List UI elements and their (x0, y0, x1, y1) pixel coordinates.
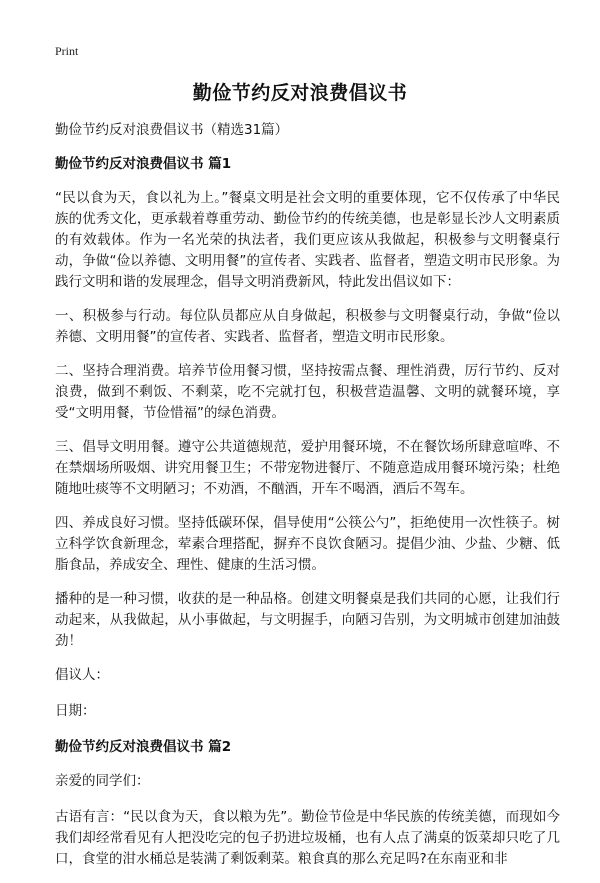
section-2-heading: 勤俭节约反对浪费倡议书 篇2 (55, 739, 232, 755)
date-line: 日期： (55, 703, 96, 719)
section-1-paragraph-1: “民以食为天，食以礼为上。”餐桌文明是社会文明的重要体现，它不仅传承了中华民族的优秀文化，更承载着尊重劳动、勤俭节约的传统美德，也是彰显长沙人文明素质的有效载体。作为一名光荣的执法者，我们更应该从我做起，积极参与文明餐桌行动，争做“俭以养德、文明用餐”的宣传者、实践者、监督者，塑造文明市民形象。为践行文明和谐的发展理念，倡导文明消费新风，特此发出倡议如下： (55, 190, 560, 290)
section-2-greeting: 亲爱的同学们： (55, 773, 150, 789)
section-1-paragraph-4: 三、倡导文明用餐。遵守公共道德规范，爱护用餐环境，不在餐饮场所肆意喧哗、不在禁烟场所吸烟、讲究用餐卫生；不带宠物进餐厅、不随意造成用餐环境污染；杜绝随地吐痰等不文明陋习；不劝酒，不酗酒，开车不喝酒，酒后不驾车。 (55, 439, 560, 497)
section-1-paragraph-2: 一、积极参与行动。每位队员都应从自身做起，积极参与文明餐桌行动，争做“俭以养德、文明用餐”的宣传者、实践者、监督者，塑造文明市民形象。 (55, 308, 560, 345)
section-1-paragraph-6: 播种的是一种习惯，收获的是一种品格。创建文明餐桌是我们共同的心愿，让我们行动起来，从我做起，从小事做起，与文明握手，向陋习告别，为文明城市创建加油鼓劲！ (55, 591, 560, 649)
document-body (55, 120, 560, 883)
document-title: 勤俭节约反对浪费倡议书 (192, 82, 408, 104)
section-1-paragraph-5: 四、养成良好习惯。坚持低碳环保，倡导使用“公筷公勺”，拒绝使用一次性筷子。树立科学饮食新理念，荤素合理搭配，摒弃不良饮食陋习。提倡少油、少盐、少糖、低脂食品，养成安全、理性、健康的生活习惯。 (55, 515, 560, 573)
print-link[interactable]: Print (55, 44, 79, 58)
section-2-paragraph-1: 古语有言：“民以食为天，食以粮为先”。勤俭节俭是中华民族的传统美德，而现如今我们却经常看见有人把没吃完的包子扔进垃圾桶，也有人点了满桌的饭菜却只吃了几口，食堂的泔水桶总是装满了剩饭剩菜。粮食真的那么充足吗?在东南亚和非 (55, 809, 560, 867)
section-1-paragraph-3: 二、坚持合理消费。培养节俭用餐习惯，坚持按需点餐、理性消费，厉行节约、反对浪费，做到不剩饭、不剩菜，吃不完就打包，积极营造温馨、文明的就餐环境，享受“文明用餐，节俭惜福”的绿色消费。 (55, 363, 560, 421)
proposer-line: 倡议人： (55, 667, 109, 683)
document-subtitle: 勤俭节约反对浪费倡议书（精选31篇） (55, 122, 289, 138)
section-1-heading: 勤俭节约反对浪费倡议书 篇1 (55, 156, 232, 172)
